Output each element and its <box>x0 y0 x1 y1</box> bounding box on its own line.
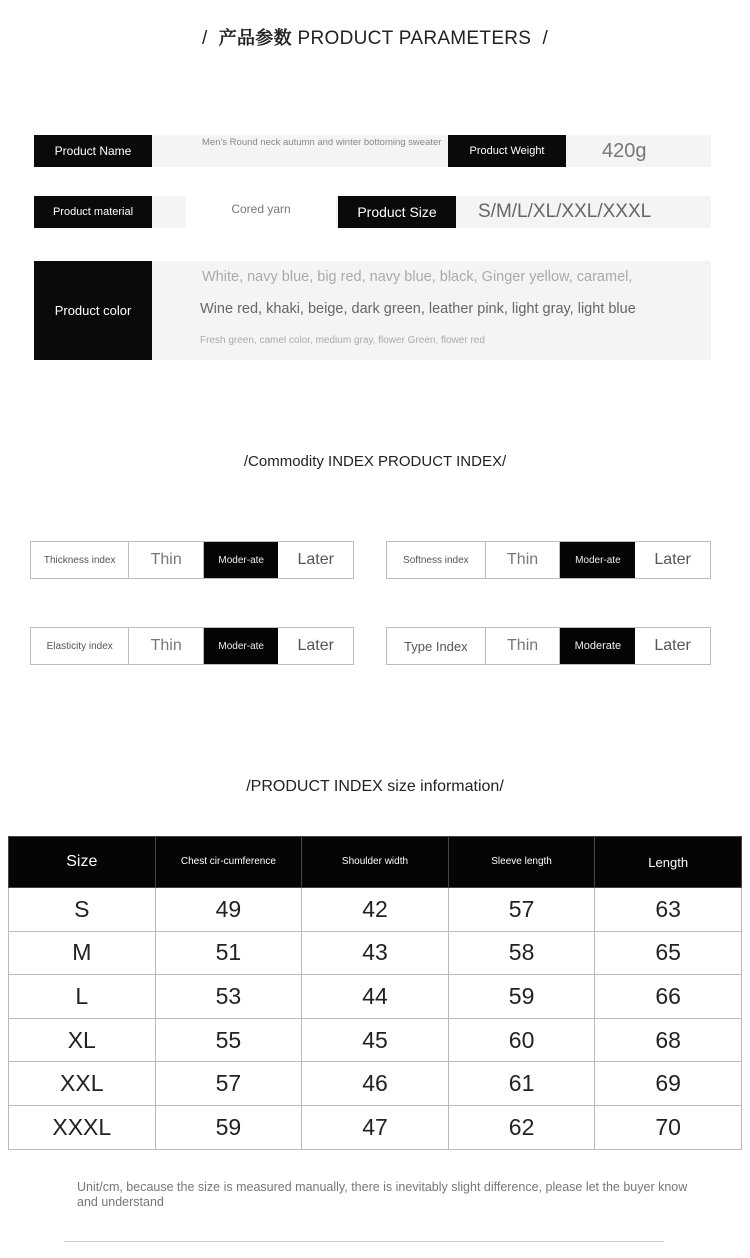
table-row <box>9 1105 742 1149</box>
measurement-note: Unit/cm, because the size is measured manually, there is inevitably slight difference, please let the buyer know and understand <box>77 1180 688 1209</box>
cell-length: 65 <box>595 931 742 975</box>
product-color-line-3: Fresh green, camel color, medium gray, flower Green, flower red <box>200 335 485 346</box>
cell-length: 69 <box>595 1062 742 1106</box>
index-elasticity <box>30 627 354 665</box>
index-option-thin: Thin <box>486 628 561 664</box>
cell-size: XXL <box>9 1062 156 1106</box>
title-english: PRODUCT PARAMETERS <box>297 28 532 49</box>
index-option-later: Later <box>297 551 334 568</box>
product-color-line-2: Wine red, khaki, beige, dark green, leather pink, light gray, light blue <box>200 301 636 317</box>
index-option-later: Later <box>297 637 334 654</box>
table-row <box>9 975 742 1019</box>
index-option-later: Later <box>654 551 691 568</box>
title-slash-left: / <box>201 28 208 49</box>
cell-size: S <box>9 888 156 932</box>
product-name-label: Product Name <box>34 135 152 167</box>
cell-sleeve: 57 <box>448 888 595 932</box>
index-option-thin: Thin <box>486 542 561 578</box>
cell-chest: 55 <box>155 1018 302 1062</box>
product-material-label: Product material <box>34 196 152 228</box>
cell-size: L <box>9 975 156 1019</box>
index-option-moderate-selected: Moderate <box>560 628 635 664</box>
cell-sleeve: 59 <box>448 975 595 1019</box>
divider <box>64 1241 664 1242</box>
cell-size: XXXL <box>9 1105 156 1149</box>
product-size-value: S/M/L/XL/XXL/XXXL <box>478 201 652 222</box>
cell-sleeve: 61 <box>448 1062 595 1106</box>
title-chinese: 产品参数 <box>218 28 292 49</box>
index-thickness <box>30 541 354 579</box>
table-row <box>9 931 742 975</box>
cell-chest: 49 <box>155 888 302 932</box>
param-row-color <box>34 261 711 360</box>
index-option-moderate-selected: Moder-ate <box>204 542 279 578</box>
size-table <box>8 836 742 1150</box>
product-weight-value: 420g <box>602 139 647 162</box>
header-chest: Chest cir-cumference <box>155 837 302 888</box>
cell-size: XL <box>9 1018 156 1062</box>
cell-shoulder: 45 <box>302 1018 449 1062</box>
product-size-label: Product Size <box>338 196 456 228</box>
index-softness <box>386 541 711 579</box>
page-title <box>0 24 750 50</box>
product-color-label: Product color <box>34 261 152 360</box>
index-section-title: /Commodity INDEX PRODUCT INDEX/ <box>243 453 507 470</box>
title-slash-right: / <box>542 28 549 49</box>
cell-shoulder: 46 <box>302 1062 449 1106</box>
param-row-material-size <box>34 196 711 228</box>
cell-sleeve: 62 <box>448 1105 595 1149</box>
index-label: Softness index <box>387 542 486 578</box>
product-weight-label: Product Weight <box>448 135 566 167</box>
table-row <box>9 1062 742 1106</box>
cell-length: 68 <box>595 1018 742 1062</box>
cell-length: 66 <box>595 975 742 1019</box>
index-option-later: Later <box>654 637 691 654</box>
index-option-moderate-selected: Moder-ate <box>560 542 635 578</box>
product-color-line-1: White, navy blue, big red, navy blue, black, Ginger yellow, caramel, <box>202 269 633 285</box>
table-row <box>9 888 742 932</box>
cell-size: M <box>9 931 156 975</box>
cell-chest: 57 <box>155 1062 302 1106</box>
index-option-thin: Thin <box>129 542 204 578</box>
cell-chest: 53 <box>155 975 302 1019</box>
size-section-title: /PRODUCT INDEX size information/ <box>246 778 504 795</box>
size-table-header <box>9 837 742 888</box>
header-sleeve: Sleeve length <box>448 837 595 888</box>
cell-shoulder: 44 <box>302 975 449 1019</box>
cell-length: 63 <box>595 888 742 932</box>
cell-sleeve: 60 <box>448 1018 595 1062</box>
cell-sleeve: 58 <box>448 931 595 975</box>
cell-chest: 59 <box>155 1105 302 1149</box>
product-material-value: Cored yarn <box>186 196 336 228</box>
header-length: Length <box>595 837 742 888</box>
param-row-name-weight <box>34 135 711 167</box>
index-label: Elasticity index <box>31 628 129 664</box>
product-name-value: Men's Round neck autumn and winter bottoming sweater <box>202 137 442 148</box>
index-label: Type Index <box>387 628 486 664</box>
cell-length: 70 <box>595 1105 742 1149</box>
cell-shoulder: 42 <box>302 888 449 932</box>
table-row <box>9 1018 742 1062</box>
cell-chest: 51 <box>155 931 302 975</box>
index-label: Thickness index <box>31 542 129 578</box>
index-type <box>386 627 711 665</box>
cell-shoulder: 43 <box>302 931 449 975</box>
index-option-moderate-selected: Moder-ate <box>204 628 279 664</box>
header-size: Size <box>9 837 156 888</box>
header-shoulder: Shoulder width <box>302 837 449 888</box>
cell-shoulder: 47 <box>302 1105 449 1149</box>
index-option-thin: Thin <box>129 628 204 664</box>
